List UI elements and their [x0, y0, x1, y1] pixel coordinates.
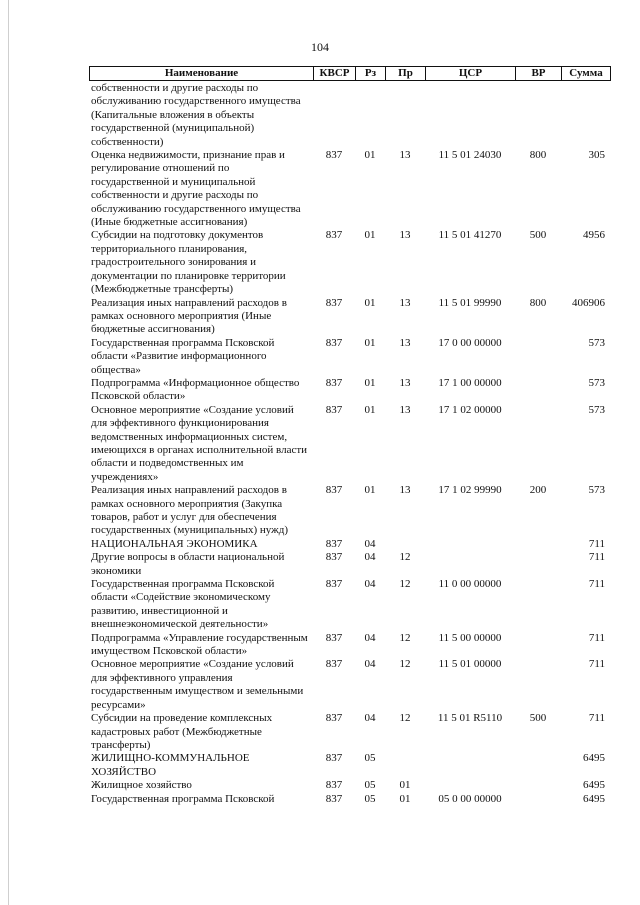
header-pr: Пр — [386, 67, 426, 80]
row-name: НАЦИОНАЛЬНАЯ ЭКОНОМИКА — [91, 537, 258, 550]
row-sum: 711 — [588, 578, 605, 591]
row-sum: 711 — [588, 551, 605, 564]
row-name: Субсидии на проведение комплексных кадастровых работ (Межбюджетные трансферты) — [91, 712, 273, 751]
row-name: Другие вопросы в области национальной экономики — [91, 551, 285, 577]
row-rz: 01 — [364, 403, 376, 416]
row-name: Основное мероприятие «Создание условий для эффективного управления государственным имуществом и земельными ресурсами» — [91, 658, 304, 711]
table-row — [89, 658, 611, 712]
row-sum: 711 — [588, 658, 605, 671]
row-pr: 01 — [399, 779, 411, 792]
row-pr: 12 — [399, 578, 411, 591]
table-row — [89, 149, 611, 229]
row-rz: 04 — [364, 537, 376, 550]
row-name: Государственная программа Псковской области «Развитие информационного общества» — [91, 336, 275, 376]
row-kvsr: 837 — [325, 578, 343, 591]
row-csr: 11 5 01 99990 — [438, 296, 502, 309]
row-name: Реализация иных направлений расходов в рамках основного мероприятия (Закупка товаров, работ и услуг для обеспечения государственных (муниципальных) нужд) — [91, 484, 288, 537]
row-kvsr: 837 — [325, 229, 343, 242]
row-pr: 13 — [399, 229, 411, 242]
row-name: Государственная программа Псковской — [91, 792, 275, 805]
row-rz: 01 — [364, 229, 376, 242]
row-name: Реализация иных направлений расходов в рамках основного мероприятия (Иные бюджетные ассигнования) — [91, 296, 287, 336]
row-pr: 13 — [399, 403, 411, 416]
row-pr: 13 — [399, 376, 411, 389]
row-kvsr: 837 — [325, 779, 343, 792]
row-csr: 05 0 00 00000 — [438, 792, 502, 805]
row-sum: 573 — [588, 376, 605, 389]
row-name: Государственная программа Псковской области «Содействие экономическому развитию, инвестиционной и внешнеэкономической деятельности» — [91, 578, 275, 631]
row-pr: 13 — [399, 149, 411, 162]
row-sum: 573 — [588, 484, 605, 497]
table-row — [89, 377, 611, 404]
row-pr: 13 — [399, 336, 411, 349]
header-name: Наименование — [90, 67, 314, 80]
row-rz: 01 — [364, 149, 376, 162]
row-name: Подпрограмма «Информационное общество Псковской области» — [91, 376, 300, 403]
table-row — [89, 752, 611, 779]
row-name: Основное мероприятие «Создание условий для эффективного функционирования ведомственных информационных систем, имеющихся в органах исполнительной власти области и подведомственных им учреждениях» — [91, 403, 308, 483]
table-row — [89, 82, 611, 149]
row-kvsr: 837 — [325, 752, 343, 765]
row-csr: 11 0 00 00000 — [438, 578, 502, 591]
row-kvsr: 837 — [325, 484, 343, 497]
row-sum: 4956 — [583, 229, 605, 242]
row-csr: 11 5 01 24030 — [438, 149, 502, 162]
row-pr: 13 — [399, 296, 411, 309]
row-kvsr: 837 — [325, 658, 343, 671]
row-kvsr: 837 — [325, 149, 343, 162]
row-rz: 05 — [364, 792, 376, 805]
row-sum: 6495 — [583, 752, 605, 765]
row-rz: 01 — [364, 336, 376, 349]
table-row — [89, 538, 611, 551]
table-row — [89, 297, 611, 337]
row-vr: 200 — [529, 484, 547, 497]
row-kvsr: 837 — [325, 403, 343, 416]
row-csr: 17 0 00 00000 — [438, 336, 502, 349]
table-row — [89, 578, 611, 632]
row-sum: 406906 — [572, 296, 605, 309]
row-sum: 6495 — [583, 792, 605, 805]
row-rz: 05 — [364, 779, 376, 792]
table-header — [89, 66, 611, 81]
row-sum: 573 — [588, 403, 605, 416]
row-kvsr: 837 — [325, 551, 343, 564]
row-csr: 11 5 01 41270 — [438, 229, 502, 242]
row-vr: 500 — [529, 712, 547, 725]
row-rz: 04 — [364, 551, 376, 564]
table-row — [89, 793, 611, 806]
row-pr: 12 — [399, 631, 411, 644]
row-kvsr: 837 — [325, 376, 343, 389]
row-sum: 573 — [588, 336, 605, 349]
table-row — [89, 632, 611, 659]
row-rz: 04 — [364, 578, 376, 591]
row-pr: 13 — [399, 484, 411, 497]
row-sum: 6495 — [583, 779, 605, 792]
row-kvsr: 837 — [325, 712, 343, 725]
row-name: Субсидии на подготовку документов территориального планирования, градостроительного зонирования и документации по планировке территории (Межбюджетные трансферты) — [91, 229, 286, 296]
table-row — [89, 712, 611, 752]
row-kvsr: 837 — [325, 296, 343, 309]
row-pr: 12 — [399, 551, 411, 564]
row-rz: 04 — [364, 712, 376, 725]
row-csr: 17 1 02 00000 — [438, 403, 502, 416]
table-row — [89, 337, 611, 377]
row-csr: 11 5 01 00000 — [438, 658, 502, 671]
row-csr: 17 1 02 99990 — [438, 484, 502, 497]
row-kvsr: 837 — [325, 631, 343, 644]
row-rz: 04 — [364, 631, 376, 644]
row-name: Жилищное хозяйство — [91, 779, 192, 792]
row-pr: 01 — [399, 792, 411, 805]
row-name: Подпрограмма «Управление государственным имуществом Псковской области» — [91, 631, 308, 658]
header-vr: ВР — [516, 67, 562, 80]
table-row — [89, 779, 611, 792]
row-csr: 11 5 00 00000 — [438, 631, 502, 644]
table-row — [89, 484, 611, 538]
header-kvsr: КВСР — [314, 67, 356, 80]
row-csr: 17 1 00 00000 — [438, 376, 502, 389]
row-rz: 01 — [364, 484, 376, 497]
row-csr: 11 5 01 R5110 — [437, 712, 503, 725]
header-csr: ЦСР — [426, 67, 516, 80]
row-vr: 800 — [529, 149, 547, 162]
row-kvsr: 837 — [325, 792, 343, 805]
row-kvsr: 837 — [325, 537, 343, 550]
row-sum: 711 — [588, 537, 605, 550]
row-rz: 01 — [364, 376, 376, 389]
row-pr: 12 — [399, 658, 411, 671]
header-sum: Сумма — [569, 67, 603, 79]
table-body — [89, 82, 611, 806]
row-rz: 05 — [364, 752, 376, 765]
table-row — [89, 551, 611, 578]
row-name: ЖИЛИЩНО-КОММУНАЛЬНОЕ ХОЗЯЙСТВО — [91, 752, 250, 778]
page-edge-line — [8, 0, 9, 905]
row-vr: 800 — [529, 296, 547, 309]
row-sum: 305 — [588, 149, 605, 162]
row-vr: 500 — [529, 229, 547, 242]
page-number: 104 — [311, 40, 329, 54]
row-name: собственности и другие расходы по обслуживанию государственного имущества (Капитальные вложения в объекты государственной (муниципальной) собственности) — [91, 82, 301, 148]
row-rz: 01 — [364, 296, 376, 309]
row-sum: 711 — [588, 631, 605, 644]
table-row — [89, 404, 611, 484]
table-row — [89, 229, 611, 296]
row-rz: 04 — [364, 658, 376, 671]
row-pr: 12 — [399, 712, 411, 725]
row-kvsr: 837 — [325, 336, 343, 349]
header-rz: Рз — [356, 67, 386, 80]
row-name: Оценка недвижимости, признание прав и регулирование отношений по государственной и муниципальной собственности и другие расходы по обслуживанию государственного имущества (Иные бюджетные ассигнования) — [91, 149, 301, 229]
row-sum: 711 — [588, 712, 605, 725]
